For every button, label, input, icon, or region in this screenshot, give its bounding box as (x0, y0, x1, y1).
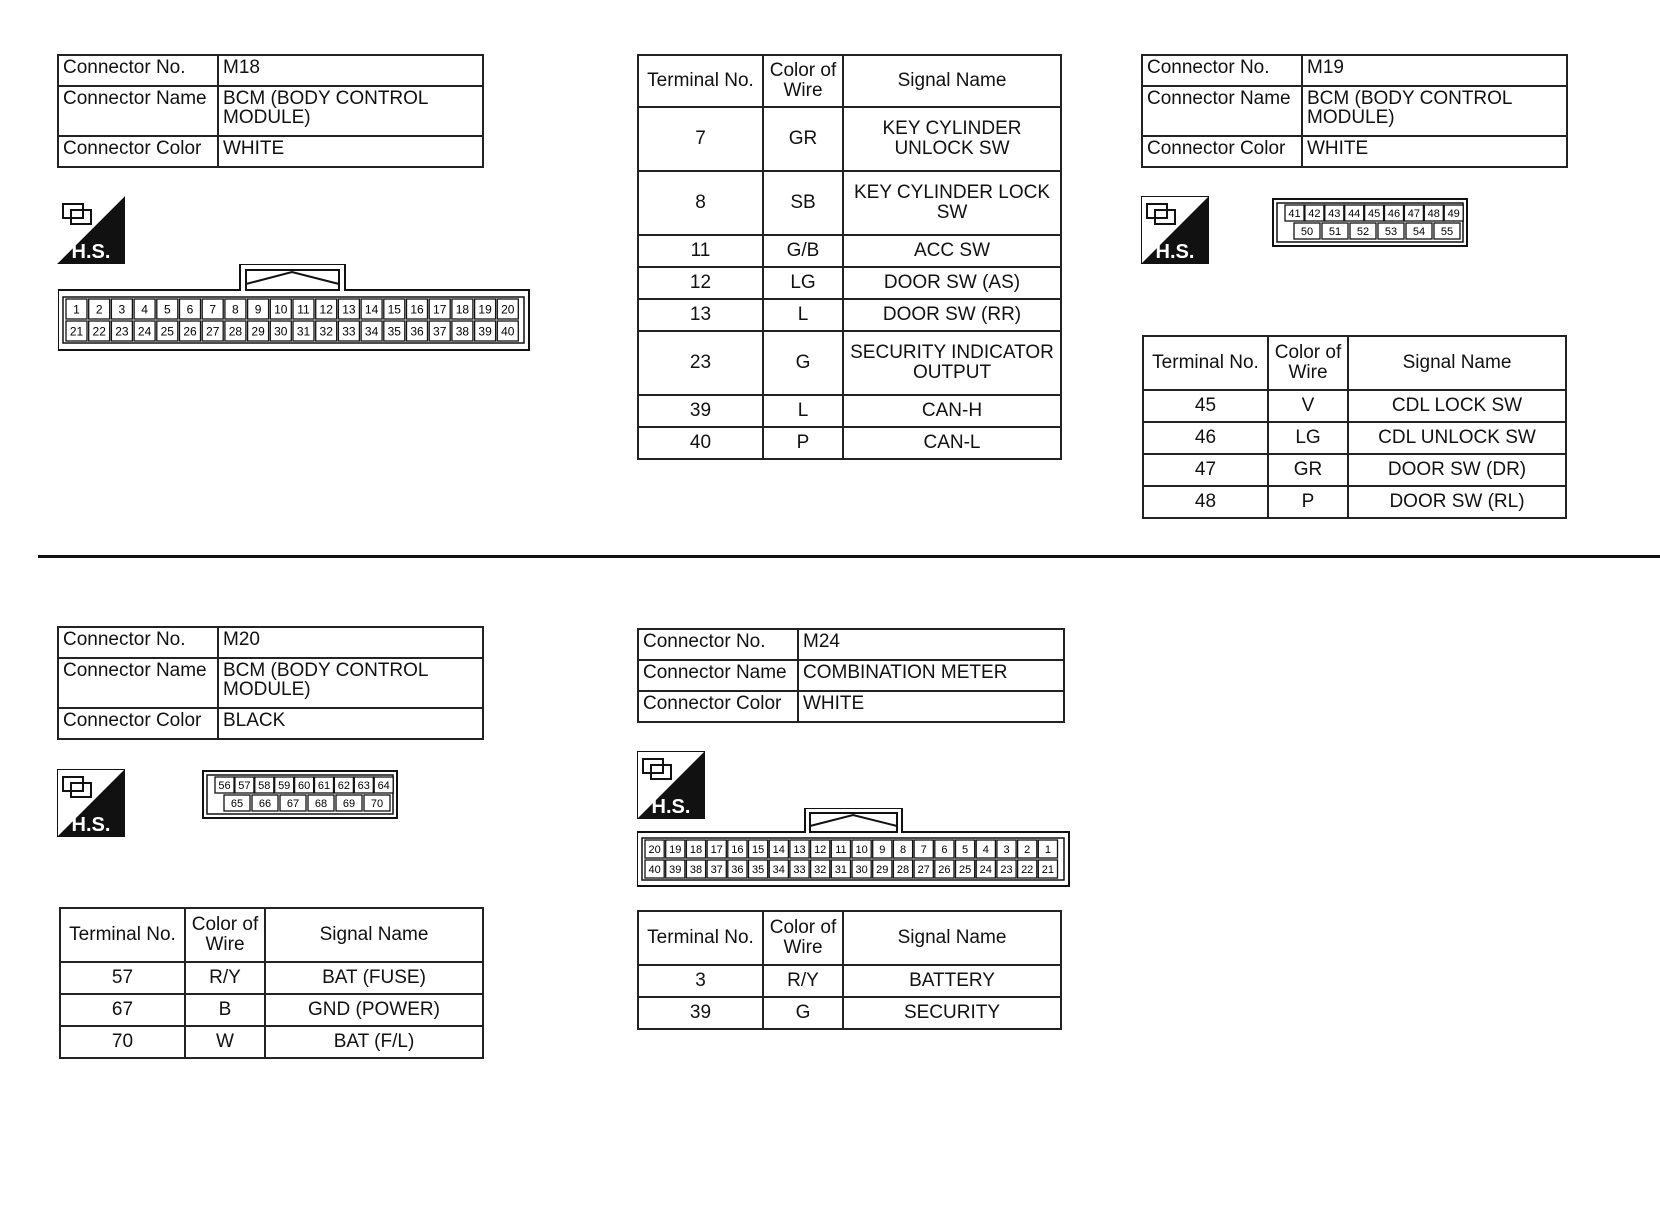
pin-label: 19 (478, 302, 492, 317)
pin-label: 28 (896, 863, 910, 876)
m18-info-table (57, 54, 484, 168)
m19-connector-face (1272, 198, 1469, 248)
pin-label: 13 (793, 843, 806, 856)
pin-label: 57 (238, 779, 251, 792)
info-label: Connector Name (1142, 86, 1302, 136)
pin-label: 11 (835, 843, 847, 856)
pin-label: 68 (314, 797, 328, 810)
color-cell: L (763, 395, 843, 427)
pin-label: 12 (319, 302, 333, 317)
pin-label: 5 (163, 302, 171, 317)
info-label: Connector No. (58, 55, 218, 86)
header-terminal: Terminal No. (638, 55, 763, 107)
pin-label: 9 (254, 302, 262, 317)
info-label: Connector No. (638, 629, 798, 660)
pin-label: 35 (387, 324, 401, 339)
pin-label: 64 (377, 779, 390, 792)
pin-label: 22 (92, 324, 106, 339)
terminal-cell: 45 (1143, 390, 1268, 422)
color-cell: B (185, 994, 265, 1026)
pin-label: 23 (115, 324, 129, 339)
pin-label: 63 (357, 779, 370, 792)
pin-label: 52 (1356, 225, 1370, 238)
pin-label: 40 (501, 324, 515, 339)
pin-label: 30 (274, 324, 288, 339)
signal-cell: KEY CYLINDER UNLOCK SW (843, 107, 1061, 171)
terminal-cell: 46 (1143, 422, 1268, 454)
pin-label: 18 (689, 843, 703, 856)
color-cell: P (1268, 486, 1348, 518)
pin-label: 37 (710, 863, 723, 876)
pin-label: 50 (1300, 225, 1314, 238)
signal-cell: CAN-L (843, 427, 1061, 459)
connector-no: M19 (1302, 55, 1567, 86)
pin-label: 60 (297, 779, 311, 792)
color-cell: R/Y (763, 965, 843, 997)
pin-label: 62 (337, 779, 351, 792)
pin-label: 56 (218, 779, 231, 792)
pin-label: 54 (1412, 225, 1426, 238)
header-signal: Signal Name (1348, 336, 1566, 390)
color-cell: LG (1268, 422, 1348, 454)
pin-label: 46 (1387, 207, 1401, 220)
pin-label: 59 (278, 779, 291, 792)
pin-label: 32 (319, 324, 333, 339)
header-signal: Signal Name (265, 908, 483, 962)
signal-cell: CDL UNLOCK SW (1348, 422, 1566, 454)
pin-label: 55 (1440, 225, 1454, 238)
pin-label: 37 (433, 324, 447, 339)
signal-cell: DOOR SW (RL) (1348, 486, 1566, 518)
connector-name: BCM (BODY CONTROL MODULE) (1302, 86, 1567, 136)
color-cell: L (763, 299, 843, 331)
pin-label: 53 (1384, 225, 1398, 238)
connector-name: COMBINATION METER (798, 660, 1064, 691)
pin-label: 36 (410, 324, 424, 339)
color-cell: R/Y (185, 962, 265, 994)
pin-label: 70 (370, 797, 384, 810)
signal-cell: DOOR SW (RR) (843, 299, 1061, 331)
pin-label: 49 (1447, 207, 1460, 220)
header-color-wire: Color of Wire (185, 908, 265, 962)
pin-label: 40 (648, 863, 661, 876)
signal-cell: GND (POWER) (265, 994, 483, 1026)
color-cell: G (763, 997, 843, 1029)
pin-label: 25 (958, 863, 972, 876)
pin-label: 4 (982, 843, 989, 856)
pin-label: 15 (387, 302, 401, 317)
pin-label: 2 (95, 302, 103, 317)
pin-label: 1 (73, 302, 80, 317)
color-cell: W (185, 1026, 265, 1058)
signal-cell: KEY CYLINDER LOCK SW (843, 171, 1061, 235)
terminal-cell: 11 (638, 235, 763, 267)
pin-label: 34 (364, 324, 379, 339)
pin-label: 67 (286, 797, 300, 810)
info-label: Connector Name (638, 660, 798, 691)
pin-label: 3 (1003, 843, 1010, 856)
pin-label: 23 (1000, 863, 1013, 876)
connector-color: BLACK (218, 708, 483, 739)
pin-label: 24 (979, 863, 992, 876)
pin-label: 61 (317, 779, 331, 792)
header-color-wire: Color of Wire (763, 55, 843, 107)
header-terminal: Terminal No. (1143, 336, 1268, 390)
info-label: Connector No. (1142, 55, 1302, 86)
connector-name: BCM (BODY CONTROL MODULE) (218, 86, 483, 136)
pin-label: 10 (274, 302, 288, 317)
pin-label: 58 (258, 779, 271, 792)
pin-label: 2 (1024, 843, 1031, 856)
pin-label: 10 (855, 843, 868, 856)
pin-label: 25 (160, 324, 174, 339)
terminal-cell: 67 (60, 994, 185, 1026)
hs-label: H.S. (71, 814, 111, 836)
info-label: Connector Name (58, 658, 218, 708)
m19-terminal-table (1142, 335, 1567, 519)
pin-label: 15 (751, 843, 765, 856)
color-cell: LG (763, 267, 843, 299)
pin-label: 27 (917, 863, 930, 876)
connector-no: M18 (218, 55, 483, 86)
terminal-cell: 8 (638, 171, 763, 235)
m24-info-table (637, 628, 1065, 723)
pin-label: 4 (141, 302, 148, 317)
terminal-cell: 39 (638, 395, 763, 427)
terminal-cell: 70 (60, 1026, 185, 1058)
pin-label: 11 (297, 302, 310, 317)
pin-label: 51 (1328, 225, 1342, 238)
pin-label: 3 (118, 302, 126, 317)
m24-connector-face (637, 808, 1071, 888)
pin-label: 38 (689, 863, 703, 876)
header-signal: Signal Name (843, 911, 1061, 965)
signal-cell: ACC SW (843, 235, 1061, 267)
color-cell: SB (763, 171, 843, 235)
pin-label: 48 (1427, 207, 1440, 220)
pin-label: 45 (1367, 207, 1381, 220)
pin-label: 20 (648, 843, 661, 856)
info-label: Connector Color (58, 708, 218, 739)
color-cell: V (1268, 390, 1348, 422)
terminal-cell: 7 (638, 107, 763, 171)
pin-label: 31 (834, 863, 848, 876)
connector-color: WHITE (218, 136, 483, 167)
pin-label: 20 (501, 302, 515, 317)
info-label: Connector Color (1142, 136, 1302, 167)
pin-label: 39 (669, 863, 682, 876)
pin-label: 17 (710, 843, 723, 856)
color-cell: G (763, 331, 843, 395)
terminal-cell: 40 (638, 427, 763, 459)
header-color-wire: Color of Wire (763, 911, 843, 965)
pin-label: 35 (751, 863, 765, 876)
color-cell: GR (763, 107, 843, 171)
harness-side-icon (1141, 196, 1209, 264)
pin-label: 14 (772, 843, 785, 856)
m18-terminal-table (637, 54, 1062, 460)
terminal-cell: 47 (1143, 454, 1268, 486)
color-cell: G/B (763, 235, 843, 267)
pin-label: 47 (1407, 207, 1421, 220)
pin-label: 21 (1041, 863, 1055, 876)
connector-no: M20 (218, 627, 483, 658)
pin-label: 34 (772, 863, 785, 876)
header-terminal: Terminal No. (60, 908, 185, 962)
m18-connector-face (58, 264, 531, 354)
signal-cell: DOOR SW (DR) (1348, 454, 1566, 486)
pin-label: 9 (879, 843, 886, 856)
pin-label: 28 (228, 324, 243, 339)
header-terminal: Terminal No. (638, 911, 763, 965)
terminal-cell: 48 (1143, 486, 1268, 518)
info-label: Connector Color (58, 136, 218, 167)
pin-label: 18 (455, 302, 470, 317)
m20-terminal-table (59, 907, 484, 1059)
signal-cell: SECURITY (843, 997, 1061, 1029)
pin-label: 42 (1308, 207, 1321, 220)
m20-info-table (57, 626, 484, 740)
connector-color: WHITE (1302, 136, 1567, 167)
color-cell: GR (1268, 454, 1348, 486)
hs-label: H.S. (1155, 241, 1195, 263)
pin-label: 38 (455, 324, 470, 339)
pin-label: 26 (183, 324, 197, 339)
pin-label: 12 (814, 843, 827, 856)
info-label: Connector Name (58, 86, 218, 136)
pin-label: 17 (433, 302, 447, 317)
pin-label: 6 (941, 843, 948, 856)
pin-label: 7 (920, 843, 927, 856)
connector-name: BCM (BODY CONTROL MODULE) (218, 658, 483, 708)
pin-label: 26 (938, 863, 951, 876)
m20-connector-face (202, 770, 399, 820)
pin-label: 29 (876, 863, 889, 876)
pin-label: 22 (1021, 863, 1034, 876)
header-signal: Signal Name (843, 55, 1061, 107)
info-label: Connector Color (638, 691, 798, 722)
signal-cell: CDL LOCK SW (1348, 390, 1566, 422)
hs-label: H.S. (71, 241, 111, 263)
terminal-cell: 39 (638, 997, 763, 1029)
pin-label: 39 (478, 324, 492, 339)
pin-label: 24 (137, 324, 152, 339)
pin-label: 16 (731, 843, 744, 856)
pin-label: 5 (962, 843, 969, 856)
pin-label: 14 (364, 302, 379, 317)
terminal-cell: 12 (638, 267, 763, 299)
connector-color: WHITE (798, 691, 1064, 722)
terminal-cell: 23 (638, 331, 763, 395)
pin-label: 21 (69, 324, 84, 339)
terminal-cell: 57 (60, 962, 185, 994)
pin-label: 13 (342, 302, 356, 317)
pin-label: 7 (209, 302, 217, 317)
pin-label: 27 (206, 324, 220, 339)
signal-cell: DOOR SW (AS) (843, 267, 1061, 299)
pin-label: 66 (258, 797, 272, 810)
harness-side-icon (57, 196, 125, 264)
pin-label: 32 (814, 863, 827, 876)
terminal-cell: 3 (638, 965, 763, 997)
pin-label: 1 (1044, 843, 1051, 856)
pin-label: 43 (1328, 207, 1341, 220)
pin-label: 16 (410, 302, 424, 317)
pin-label: 41 (1288, 207, 1301, 220)
pin-label: 19 (669, 843, 682, 856)
signal-cell: SECURITY INDICATOR OUTPUT (843, 331, 1061, 395)
hs-label: H.S. (651, 796, 691, 818)
signal-cell: CAN-H (843, 395, 1061, 427)
header-color-wire: Color of Wire (1268, 336, 1348, 390)
pin-label: 29 (251, 324, 265, 339)
m24-terminal-table (637, 910, 1062, 1030)
pin-label: 8 (899, 843, 907, 856)
pin-label: 30 (855, 863, 868, 876)
harness-side-icon (57, 769, 125, 837)
pin-label: 8 (232, 302, 239, 317)
terminal-cell: 13 (638, 299, 763, 331)
signal-cell: BAT (F/L) (265, 1026, 483, 1058)
m19-info-table (1141, 54, 1568, 168)
connector-no: M24 (798, 629, 1064, 660)
pin-label: 6 (186, 302, 194, 317)
pin-label: 31 (296, 324, 311, 339)
pin-label: 65 (230, 797, 244, 810)
pin-label: 44 (1348, 207, 1361, 220)
pin-label: 36 (731, 863, 744, 876)
signal-cell: BATTERY (843, 965, 1061, 997)
section-divider (38, 555, 1660, 558)
info-label: Connector No. (58, 627, 218, 658)
pin-label: 33 (342, 324, 356, 339)
color-cell: P (763, 427, 843, 459)
pin-label: 33 (793, 863, 806, 876)
signal-cell: BAT (FUSE) (265, 962, 483, 994)
pin-label: 69 (342, 797, 356, 810)
